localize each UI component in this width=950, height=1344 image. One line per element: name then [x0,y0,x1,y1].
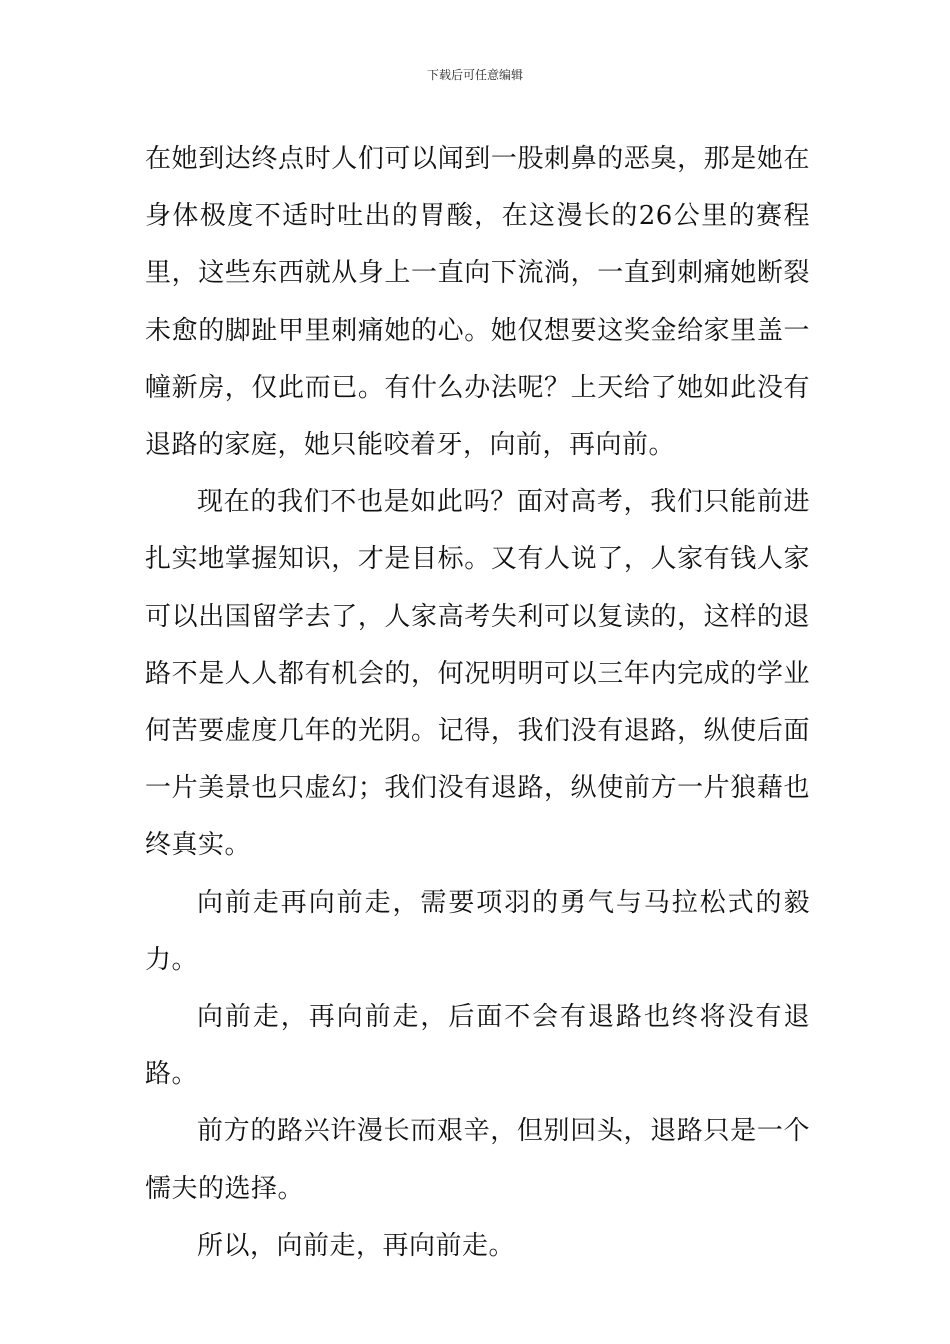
paragraph-4: 向前走，再向前走，后面不会有退路也终将没有退路。 [145,1002,810,1090]
paragraph-6: 所以，向前走，再向前走。 [197,1230,516,1261]
paragraph-2: 现在的我们不也是如此吗？面对高考，我们只能前进扎实地掌握知识，才是目标。又有人说了，人家有钱人家可以出国留学去了，人家高考失利可以复读的，这样的退路不是人人都有机会的，何况明明可以三年内完成的学业何苦要虚度几年的光阴。记得，我们没有退路，纵使后面一片美景也只虚幻；我们没有退路，纵使前方一片狼藉也终真实。 [145,487,810,861]
paragraph-1: 在她到达终点时人们可以闻到一股刺鼻的恶臭，那是她在身体极度不适时吐出的胃酸，在这漫长的26公里的赛程里，这些东西就从身上一直向下流淌，一直到刺痛她断裂未愈的脚趾甲里刺痛她的心。她仅想要这奖金给家里盖一幢新房，仅此而已。有什么办法呢？上天给了她如此没有退路的家庭，她只能咬着牙，向前，再向前。 [145,144,810,461]
header-note: 下载后可任意编辑 [426,68,523,82]
paragraph-5: 前方的路兴许漫长而艰辛，但别回头，退路只是一个懦夫的选择。 [145,1116,810,1204]
paragraph-3: 向前走再向前走，需要项羽的勇气与马拉松式的毅力。 [145,887,810,975]
document-body [145,131,810,1275]
